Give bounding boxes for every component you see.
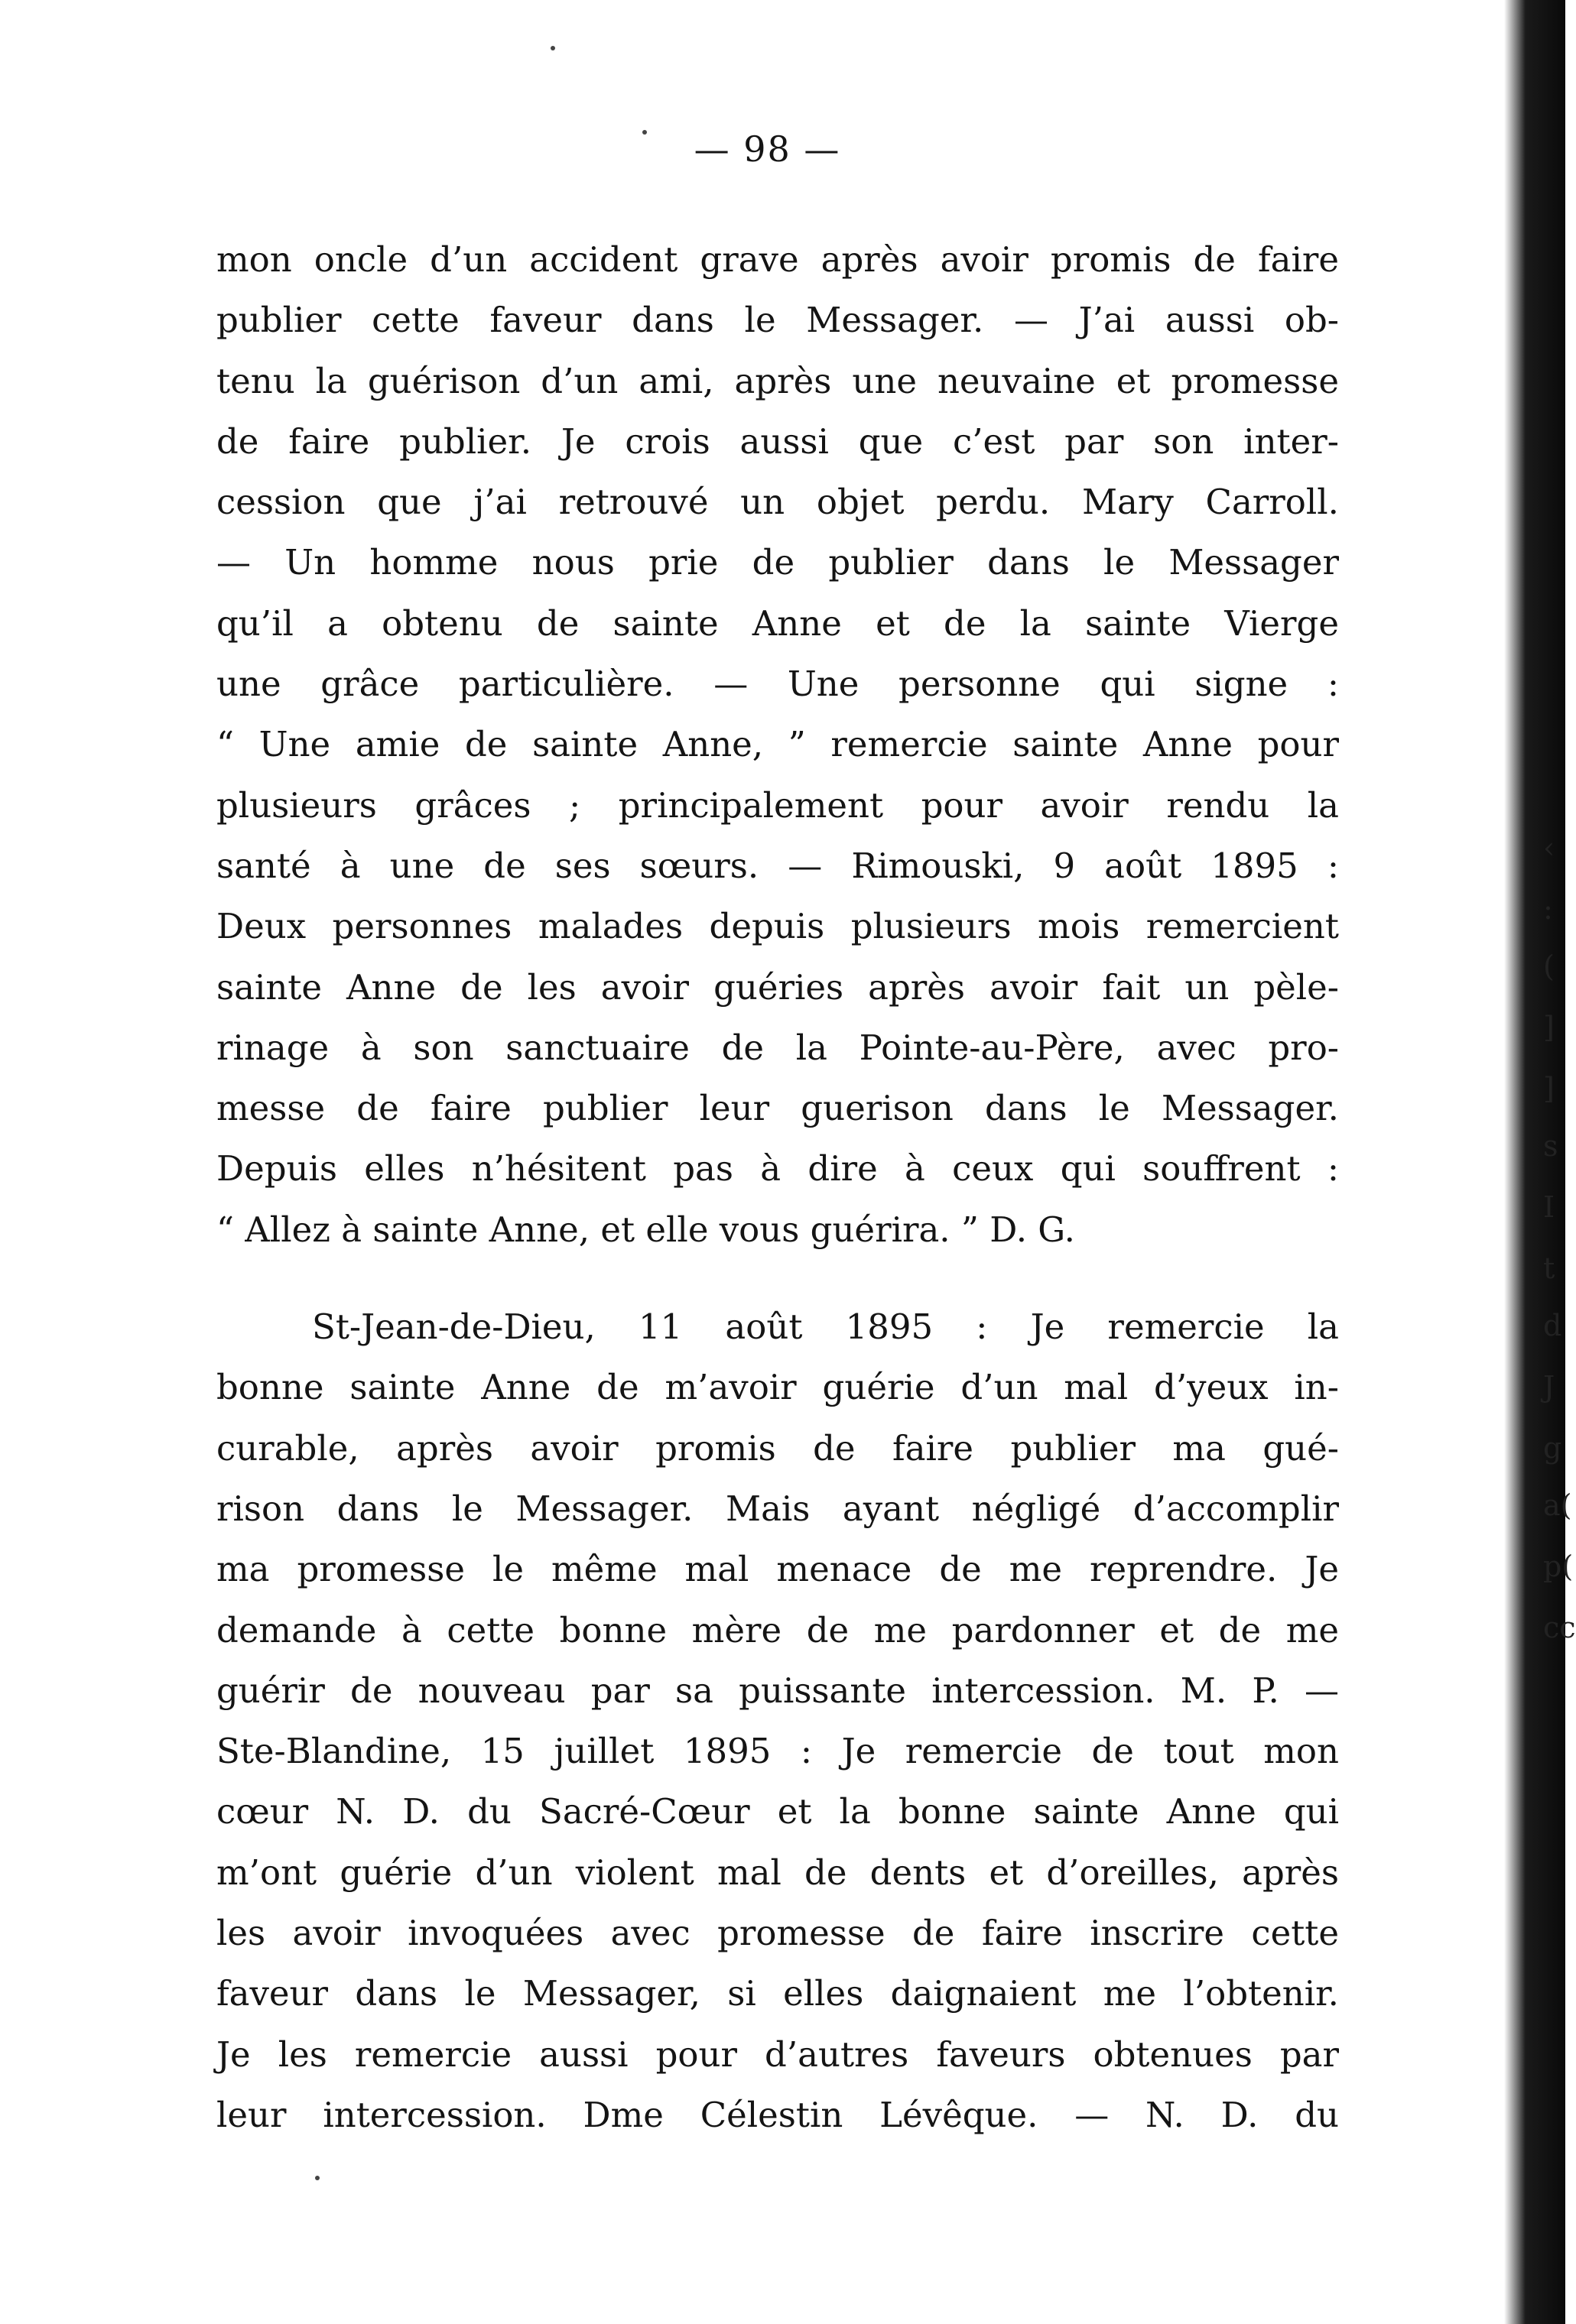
bleed-glyph: d (1543, 1309, 1562, 1342)
text-line: les avoir invoquées avec promesse de faire inscrire cette (216, 1913, 1339, 1954)
text-line: — Un homme nous prie de publier dans le Messager (216, 542, 1339, 583)
text-line: Deux personnes malades depuis plusieurs mois remercient (216, 906, 1339, 947)
text-line: cœur N. D. du Sacré-Cœur et la bonne sainte Anne qui (216, 1791, 1339, 1832)
text-line: m’ont guérie d’un violent mal de dents et d’oreilles, après (216, 1852, 1339, 1893)
text-line: de faire publier. Je crois aussi que c’est par son inter- (216, 420, 1339, 462)
text-line: rinage à son sanctuaire de la Pointe-au-Père, avec pro- (216, 1027, 1339, 1068)
text-line: cession que j’ai retrouvé un objet perdu. Mary Carroll. (216, 482, 1339, 523)
bleed-glyph: t (1543, 1251, 1555, 1285)
text-line: une grâce particulière. — Une personne qui signe : (216, 664, 1339, 705)
text-line: mon oncle d’un accident grave après avoir promis de faire (216, 239, 1339, 280)
text-line: demande à cette bonne mère de me pardonner et de me (216, 1609, 1339, 1650)
text-line: ma promesse le même mal menace de me reprendre. Je (216, 1549, 1339, 1590)
bleed-glyph: ‹ (1543, 831, 1555, 865)
bleed-glyph: p( (1543, 1550, 1574, 1583)
text-line: plusieurs grâces ; principalement pour avoir rendu la (216, 784, 1339, 826)
text-line: tenu la guérison d’un ami, après une neuvaine et promesse (216, 360, 1339, 401)
text-line: bonne sainte Anne de m’avoir guérie d’un mal d’yeux in- (216, 1367, 1339, 1408)
paragraph-gap (216, 1260, 1339, 1297)
print-speck (642, 130, 647, 135)
text-line: leur intercession. Dme Célestin Lévêque. — N. D. du (216, 2094, 1339, 2135)
bleed-glyph: J (1543, 1370, 1555, 1404)
bleed-glyph: g (1543, 1431, 1562, 1465)
text-line: curable, après avoir promis de faire publier ma gué- (216, 1427, 1339, 1469)
text-line: Ste-Blandine, 15 juillet 1895 : Je remercie de tout mon (216, 1731, 1339, 1772)
text-line: “ Allez à sainte Anne, et elle vous guérira. ” D. G. (216, 1209, 1075, 1250)
bleed-glyph: I (1543, 1190, 1555, 1224)
text-line: Depuis elles n’hésitent pas à dire à ceux qui souffrent : (216, 1148, 1339, 1190)
text-line: St-Jean-de-Dieu, 11 août 1895 : Je remercie la (312, 1306, 1339, 1348)
text-line: faveur dans le Messager, si elles daignaient me l’obtenir. (216, 1973, 1339, 2014)
bleed-glyph: ] (1543, 1011, 1555, 1044)
text-line: qu’il a obtenu de sainte Anne et de la sainte Vierge (216, 602, 1339, 644)
print-speck (315, 2176, 320, 2180)
bleed-glyph: ] (1543, 1072, 1555, 1105)
bleed-glyph: ( (1543, 949, 1555, 983)
text-line: rison dans le Messager. Mais ayant négligé d’accomplir (216, 1488, 1339, 1529)
text-line: publier cette faveur dans le Messager. — J’ai aussi ob- (216, 300, 1339, 341)
text-line: sainte Anne de les avoir guéries après avoir fait un pèle- (216, 966, 1339, 1008)
bleed-glyph: s (1543, 1129, 1558, 1163)
bleed-glyph: a( (1543, 1488, 1572, 1522)
page-number (0, 128, 1565, 170)
text-line: “ Une amie de sainte Anne, ” remercie sainte Anne pour (216, 724, 1339, 765)
text-line: messe de faire publier leur guerison dans le Messager. (216, 1088, 1339, 1129)
bleed-glyph: cc (1543, 1611, 1576, 1644)
text-line: guérir de nouveau par sa puissante intercession. M. P. — (216, 1670, 1339, 1711)
print-speck (551, 46, 555, 50)
folio: — 98 — (694, 128, 841, 170)
text-column (216, 229, 1339, 2145)
text-line: santé à une de ses sœurs. — Rimouski, 9 août 1895 : (216, 845, 1339, 886)
bleed-glyph: : (1543, 892, 1553, 926)
text-line: Je les remercie aussi pour d’autres faveurs obtenues par (216, 2034, 1339, 2075)
